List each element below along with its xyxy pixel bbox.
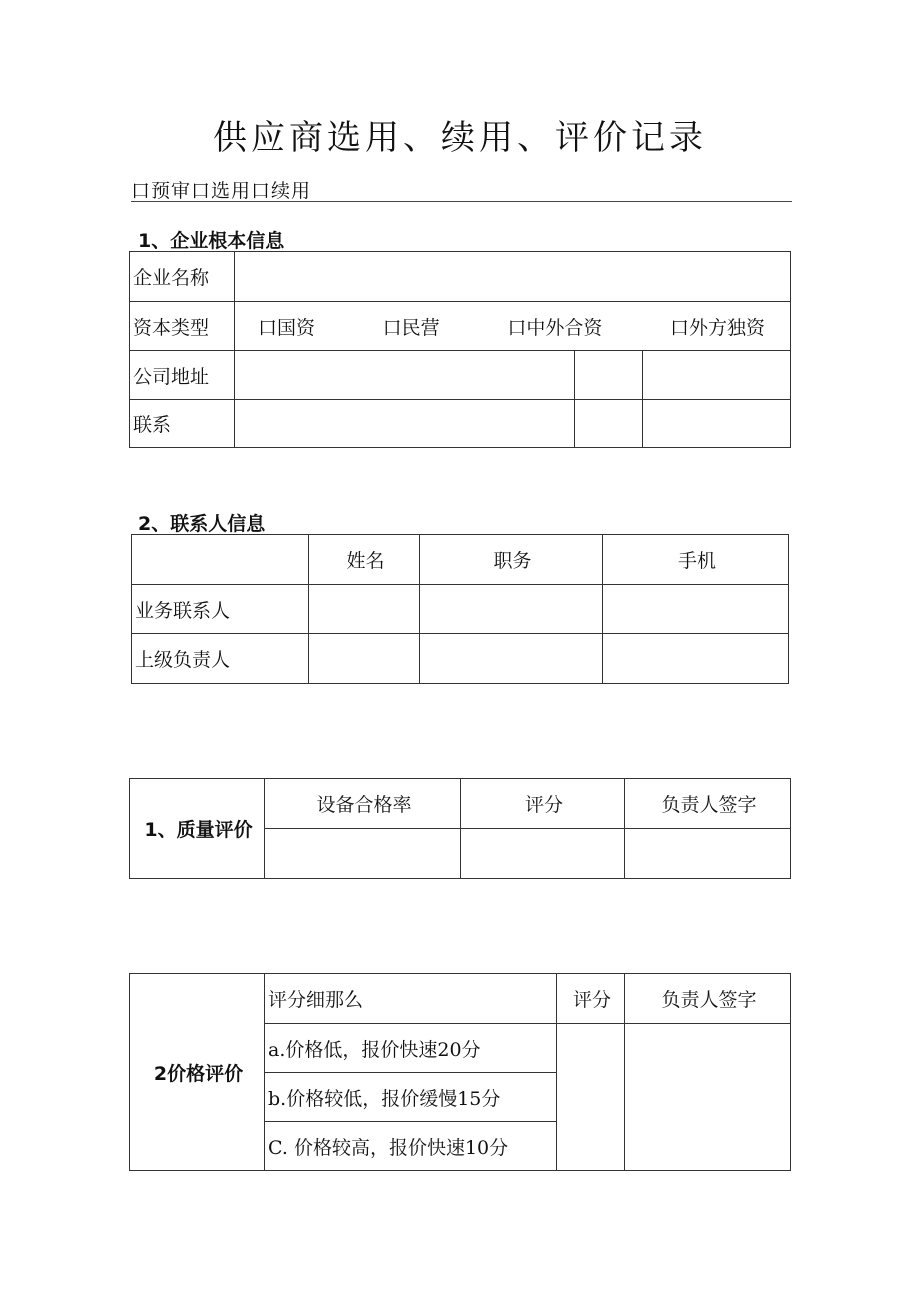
business-contact-mobile-field[interactable]: [603, 585, 789, 634]
section-2-heading: 2、联系人信息: [138, 513, 266, 535]
capital-option-state[interactable]: 口国资: [258, 316, 316, 339]
address-extra-field-1[interactable]: [575, 351, 643, 400]
company-name-label: 企业名称: [130, 252, 235, 302]
quality-evaluation-label: 1、质量评价: [130, 779, 265, 879]
stage-checkbox-options[interactable]: 口预审口选用口续用: [131, 180, 312, 202]
column-header-mobile: 手机: [603, 535, 789, 585]
quality-column-signature: 负责人签字: [625, 779, 791, 829]
price-criterion-a: a.价格低，报价快速20分: [265, 1024, 557, 1073]
quality-column-score: 评分: [461, 779, 625, 829]
quality-pass-rate-field[interactable]: [265, 829, 461, 879]
price-column-criteria: 评分细那么: [265, 974, 557, 1024]
contact-extra-field-1[interactable]: [575, 400, 643, 448]
business-contact-position-field[interactable]: [420, 585, 603, 634]
supervisor-name-field[interactable]: [309, 634, 420, 684]
capital-type-label: 资本类型: [130, 302, 235, 351]
supervisor-position-field[interactable]: [420, 634, 603, 684]
price-column-score: 评分: [557, 974, 625, 1024]
title-divider: [131, 201, 792, 202]
price-criterion-c: C. 价格较高，报价快速10分: [265, 1122, 557, 1171]
capital-option-joint-venture[interactable]: 口中外合资: [507, 316, 603, 339]
business-contact-name-field[interactable]: [309, 585, 420, 634]
quality-column-pass-rate: 设备合格率: [265, 779, 461, 829]
company-name-field[interactable]: [235, 252, 791, 302]
header-blank-cell: [132, 535, 309, 585]
price-signature-field[interactable]: [625, 1024, 791, 1171]
capital-type-options: [235, 302, 791, 351]
quality-signature-field[interactable]: [625, 829, 791, 879]
contact-field[interactable]: [235, 400, 575, 448]
company-info-table: [129, 251, 791, 448]
contact-extra-field-2[interactable]: [643, 400, 791, 448]
capital-option-foreign[interactable]: 口外方独资: [669, 316, 765, 339]
price-criterion-b: b.价格较低，报价缓慢15分: [265, 1073, 557, 1122]
price-score-field[interactable]: [557, 1024, 625, 1171]
quality-score-field[interactable]: [461, 829, 625, 879]
price-evaluation-label: 2价格评价: [130, 974, 265, 1171]
contact-label: 联系: [130, 400, 235, 448]
address-label: 公司地址: [130, 351, 235, 400]
address-extra-field-2[interactable]: [643, 351, 791, 400]
column-header-name: 姓名: [309, 535, 420, 585]
column-header-position: 职务: [420, 535, 603, 585]
address-field[interactable]: [235, 351, 575, 400]
capital-option-private[interactable]: 口民营: [382, 316, 440, 339]
row-label-supervisor: 上级负责人: [132, 634, 309, 684]
section-1-heading: 1、企业根本信息: [138, 230, 285, 252]
contact-person-table: [131, 534, 789, 684]
price-evaluation-table: [129, 973, 791, 1171]
quality-evaluation-table: [129, 778, 791, 879]
page-title: 供应商选用、续用、评价记录: [213, 118, 707, 158]
supervisor-mobile-field[interactable]: [603, 634, 789, 684]
row-label-business-contact: 业务联系人: [132, 585, 309, 634]
price-column-signature: 负责人签字: [625, 974, 791, 1024]
